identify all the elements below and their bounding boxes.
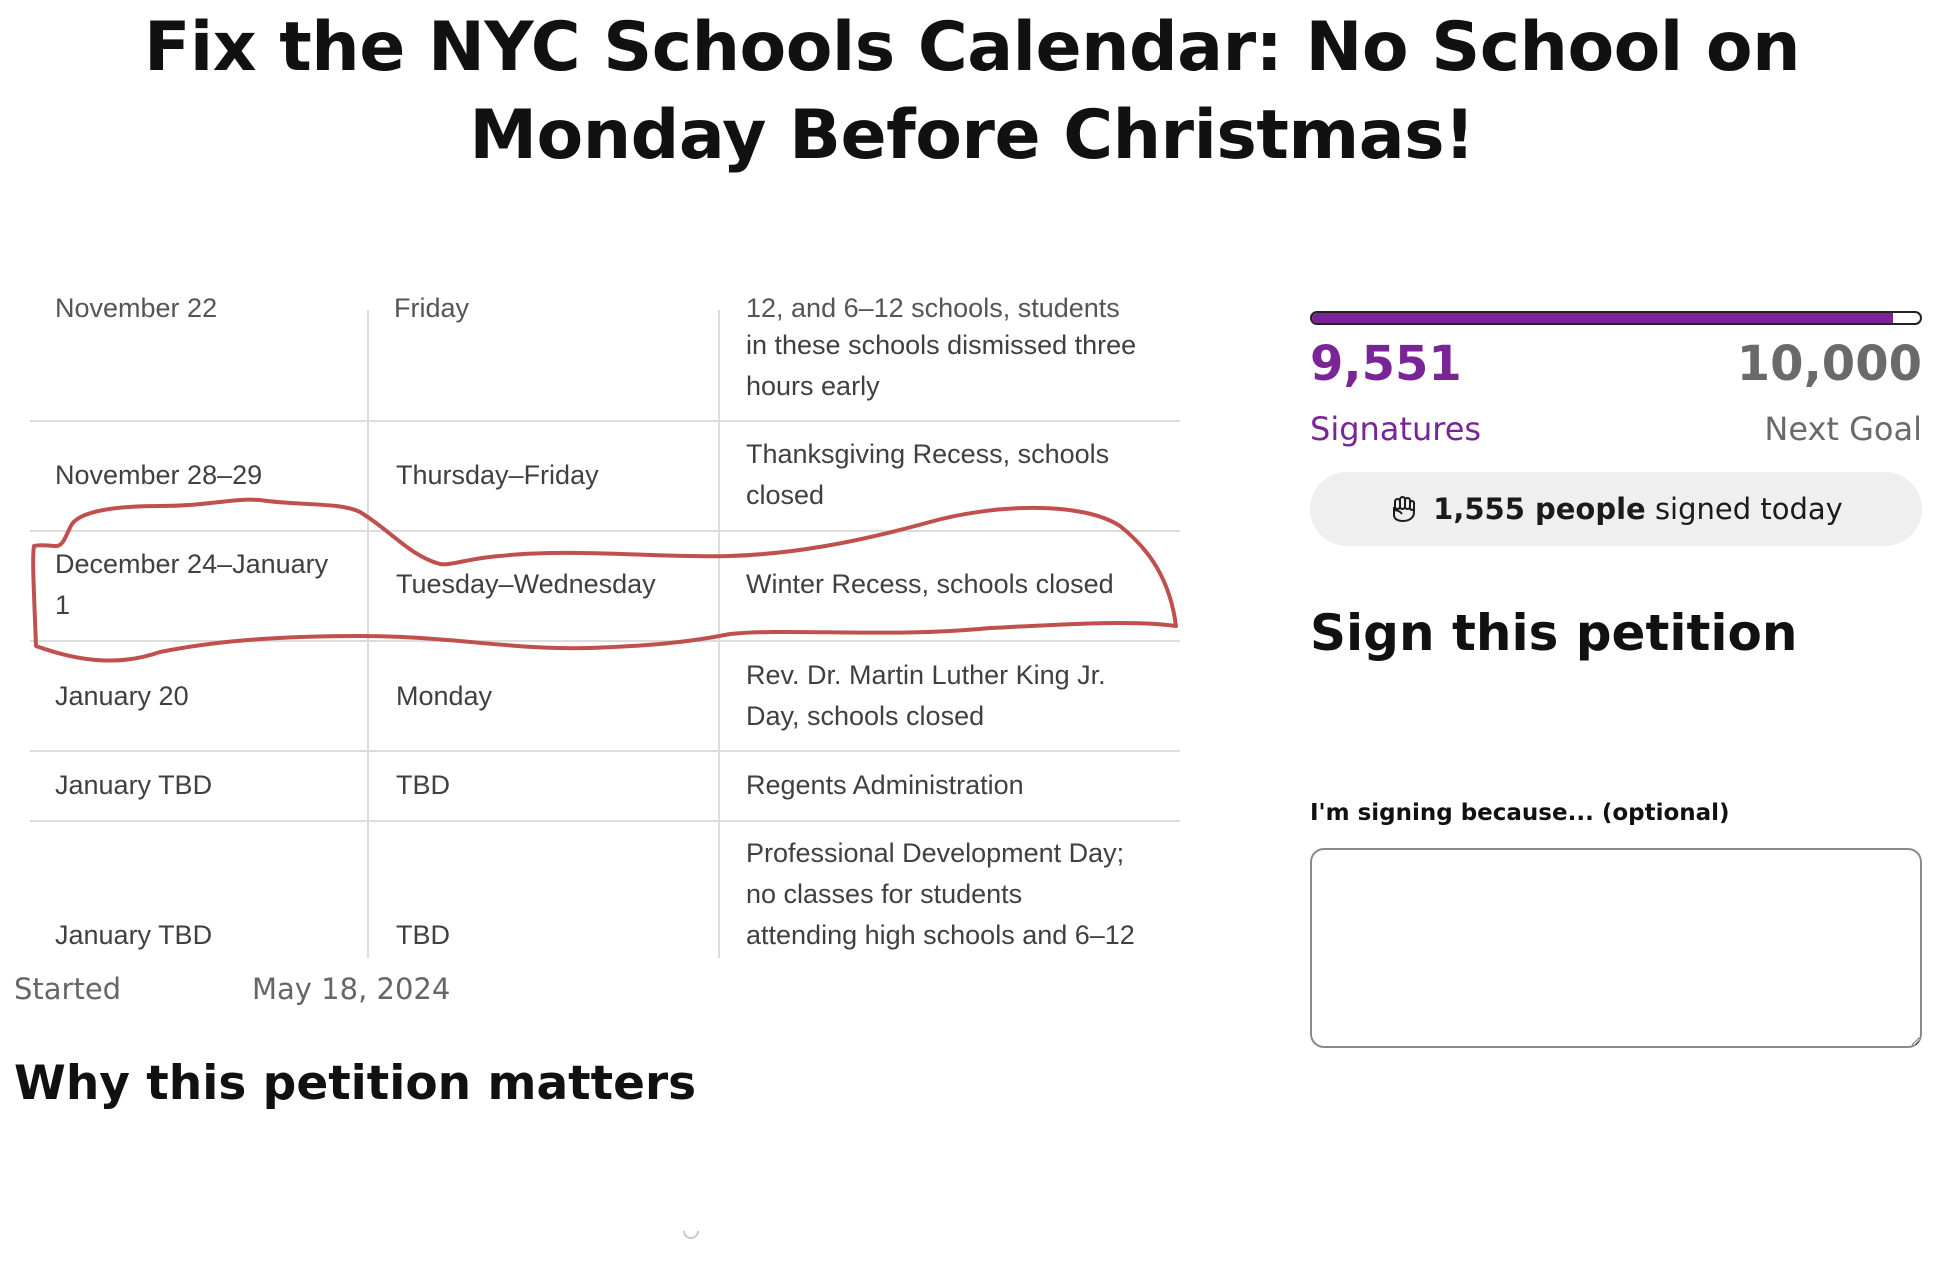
started-label: Started bbox=[14, 972, 122, 1006]
row5-event-line3: attending high schools and 6–12 bbox=[746, 920, 1135, 950]
sign-petition-heading: Sign this petition bbox=[1310, 604, 1798, 662]
row0-day: Friday bbox=[394, 293, 470, 323]
row0-event-line1: 12, and 6–12 schools, students bbox=[746, 293, 1120, 323]
row0-date: November 22 bbox=[55, 293, 218, 323]
row3-event-line1: Rev. Dr. Martin Luther King Jr. bbox=[746, 660, 1106, 690]
signed-today-banner bbox=[1310, 472, 1922, 546]
signed-today-suffix: signed today bbox=[1654, 492, 1843, 526]
signature-progress-bar bbox=[1310, 311, 1922, 325]
signed-today-text bbox=[1433, 492, 1843, 526]
row1-date: November 28–29 bbox=[55, 460, 263, 490]
calendar-image bbox=[30, 293, 1180, 958]
goal-label: Next Goal bbox=[1764, 410, 1922, 448]
row5-day: TBD bbox=[396, 920, 450, 950]
row5-event-line2: no classes for students bbox=[746, 879, 1023, 909]
page-title: Fix the NYC Schools Calendar: No School on Monday Before Christmas! bbox=[143, 8, 1801, 175]
row5-event-line1: Professional Development Day; bbox=[746, 838, 1125, 868]
raised-fist-icon bbox=[1389, 494, 1419, 524]
why-petition-heading: Why this petition matters bbox=[14, 1056, 697, 1111]
started-date: May 18, 2024 bbox=[252, 972, 451, 1006]
reason-textarea[interactable] bbox=[1310, 848, 1922, 1048]
row4-day: TBD bbox=[396, 770, 450, 800]
reason-label: I'm signing because... (optional) bbox=[1310, 800, 1730, 826]
row2-event-line1: Winter Recess, schools closed bbox=[746, 569, 1114, 599]
row1-day: Thursday–Friday bbox=[396, 460, 599, 490]
row2-day: Tuesday–Wednesday bbox=[396, 569, 656, 599]
row3-day: Monday bbox=[396, 681, 493, 711]
row5-date: January TBD bbox=[55, 920, 213, 950]
row2-date-line1: December 24–January bbox=[55, 549, 329, 579]
signatures-label: Signatures bbox=[1310, 410, 1482, 448]
row1-event-line1: Thanksgiving Recess, schools bbox=[746, 439, 1110, 469]
row3-date: January 20 bbox=[55, 681, 189, 711]
goal-count: 10,000 bbox=[1736, 336, 1922, 392]
row3-event-line2: Day, schools closed bbox=[746, 701, 985, 731]
red-highlight-scribble bbox=[30, 310, 1180, 958]
progress-fill bbox=[1312, 313, 1893, 323]
row1-event-line2: closed bbox=[746, 480, 825, 510]
signed-today-count: 1,555 people bbox=[1433, 492, 1646, 526]
row4-event-line1: Regents Administration bbox=[746, 770, 1024, 800]
signature-count: 9,551 bbox=[1310, 336, 1462, 392]
row0-event-line2: in these schools dismissed three bbox=[746, 330, 1137, 360]
row4-date: January TBD bbox=[55, 770, 213, 800]
loading-spinner-icon bbox=[682, 1225, 700, 1243]
row0-event-line3: hours early bbox=[746, 371, 880, 401]
scribble-stroke bbox=[33, 500, 1176, 661]
row2-date-line2: 1 bbox=[55, 590, 71, 620]
